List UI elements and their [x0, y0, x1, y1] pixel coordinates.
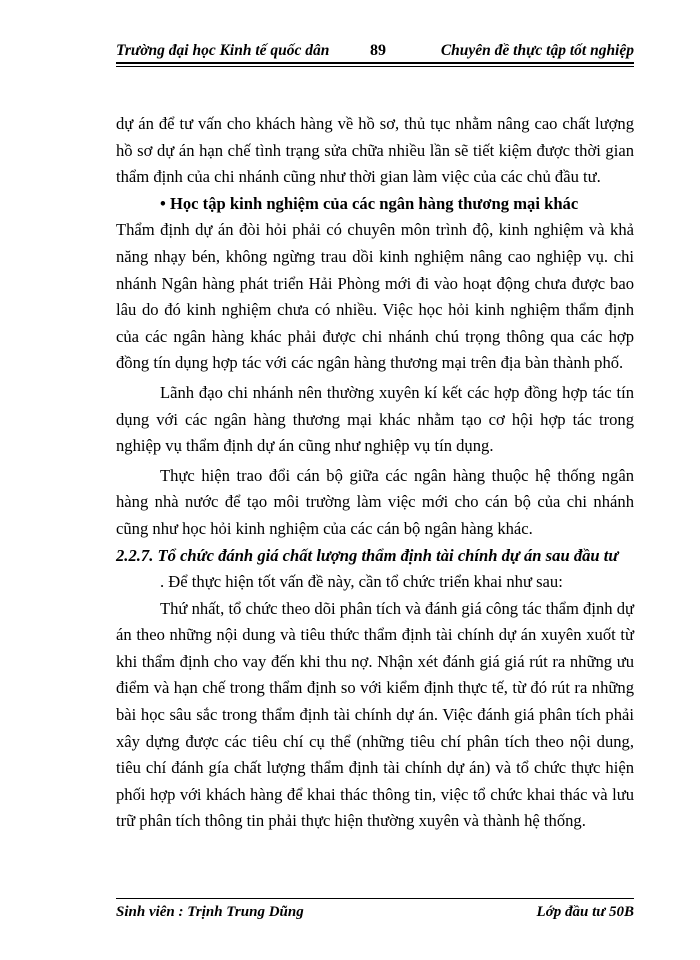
page-header	[116, 30, 634, 62]
paragraph-intro: . Để thực hiện tốt vấn đề này, cần tổ chức triển khai như sau:	[160, 572, 563, 592]
paragraph-experience: Thẩm định dự án đòi hỏi phải có chuyên môn trình độ, kinh nghiệm và khả năng nhạy bén, không ngừng trau dồi kinh nghiệm nâng cao nghiệp vụ. chi nhánh Ngân hàng phát triển Hải Phòng mới đi vào hoạt động chưa được bao lâu do đó kinh nghiệm chưa có nhiều. Việc học hỏi kinh nghiệm thẩm định của các ngân hàng khác phải được chi nhánh chú trọng thông qua các hợp đồng tín dụng hợp tác với các ngân hàng thương mại trên địa bàn thành phố.	[116, 220, 634, 373]
paragraph-continuation: dự án để tư vấn cho khách hàng về hồ sơ, thủ tục nhằm nâng cao chất lượng hồ sơ dự án hạn chế tình trạng sửa chữa nhiều lần sẽ tiết kiệm được thời gian thẩm định của chi nhánh cũng như thời gian làm việc của các chủ đầu tư.	[116, 114, 634, 187]
document-body	[116, 111, 634, 835]
page-number: 89	[370, 42, 386, 59]
paragraph-exchange: Thực hiện trao đổi cán bộ giữa các ngân hàng thuộc hệ thống ngân hàng nhà nước để tạo môi trường làm việc mới cho cán bộ của chi nhánh cũng như học hỏi kinh nghiệm của các cán bộ ngân hàng khác.	[116, 465, 634, 538]
header-document-type: Chuyên đề thực tập tốt nghiệp	[440, 42, 634, 59]
footer-divider	[116, 898, 634, 899]
footer-student: Sinh viên : Trịnh Trung Dũng	[116, 904, 304, 920]
page-footer	[116, 902, 634, 924]
header-divider-thick	[116, 62, 634, 64]
header-university: Trường đại học Kinh tế quốc dân	[116, 42, 330, 59]
bullet-heading: • Học tập kinh nghiệm của các ngân hàng thương mại khác	[160, 193, 579, 213]
section-heading: 2.2.7. Tổ chức đánh giá chất lượng thẩm định tài chính dự án sau đầu tư	[116, 545, 619, 565]
footer-class: Lớp đầu tư 50B	[536, 904, 634, 920]
paragraph-leadership: Lãnh đạo chi nhánh nên thường xuyên kí kết các hợp đồng hợp tác tín dụng với các ngân hàng thương mại khác nhằm tạo cơ hội hợp tác trong nghiệp vụ thẩm định dự án cũng như nghiệp vụ tín dụng.	[116, 382, 634, 456]
header-divider-thin	[116, 66, 634, 67]
paragraph-first: Thứ nhất, tổ chức theo dõi phân tích và đánh giá công tác thẩm định dự án theo những nội dung và tiêu thức thẩm định tài chính dự án xuyên xuốt từ khi thẩm định cho vay đến khi thu nợ. Nhận xét đánh giá giá rút ra những ưu điểm và hạn chế trong thẩm định so với kiểm định thực tế, từ đó rút ra những bài học sâu sắc trong thẩm định tài chính dự án. Việc đánh giá phân tích phải xây dựng được các tiêu chí cụ thể (những tiêu chí phân tích theo nội dung, tiêu chí đánh gía chất lượng thẩm định tài chính dự án) và tổ chức thực hiện phối hợp với khách hàng để khai thác thông tin, việc tổ chức khai thác và lưu trữ phân tích thông tin phải thực hiện thường xuyên và thành hệ thống.	[116, 598, 634, 831]
